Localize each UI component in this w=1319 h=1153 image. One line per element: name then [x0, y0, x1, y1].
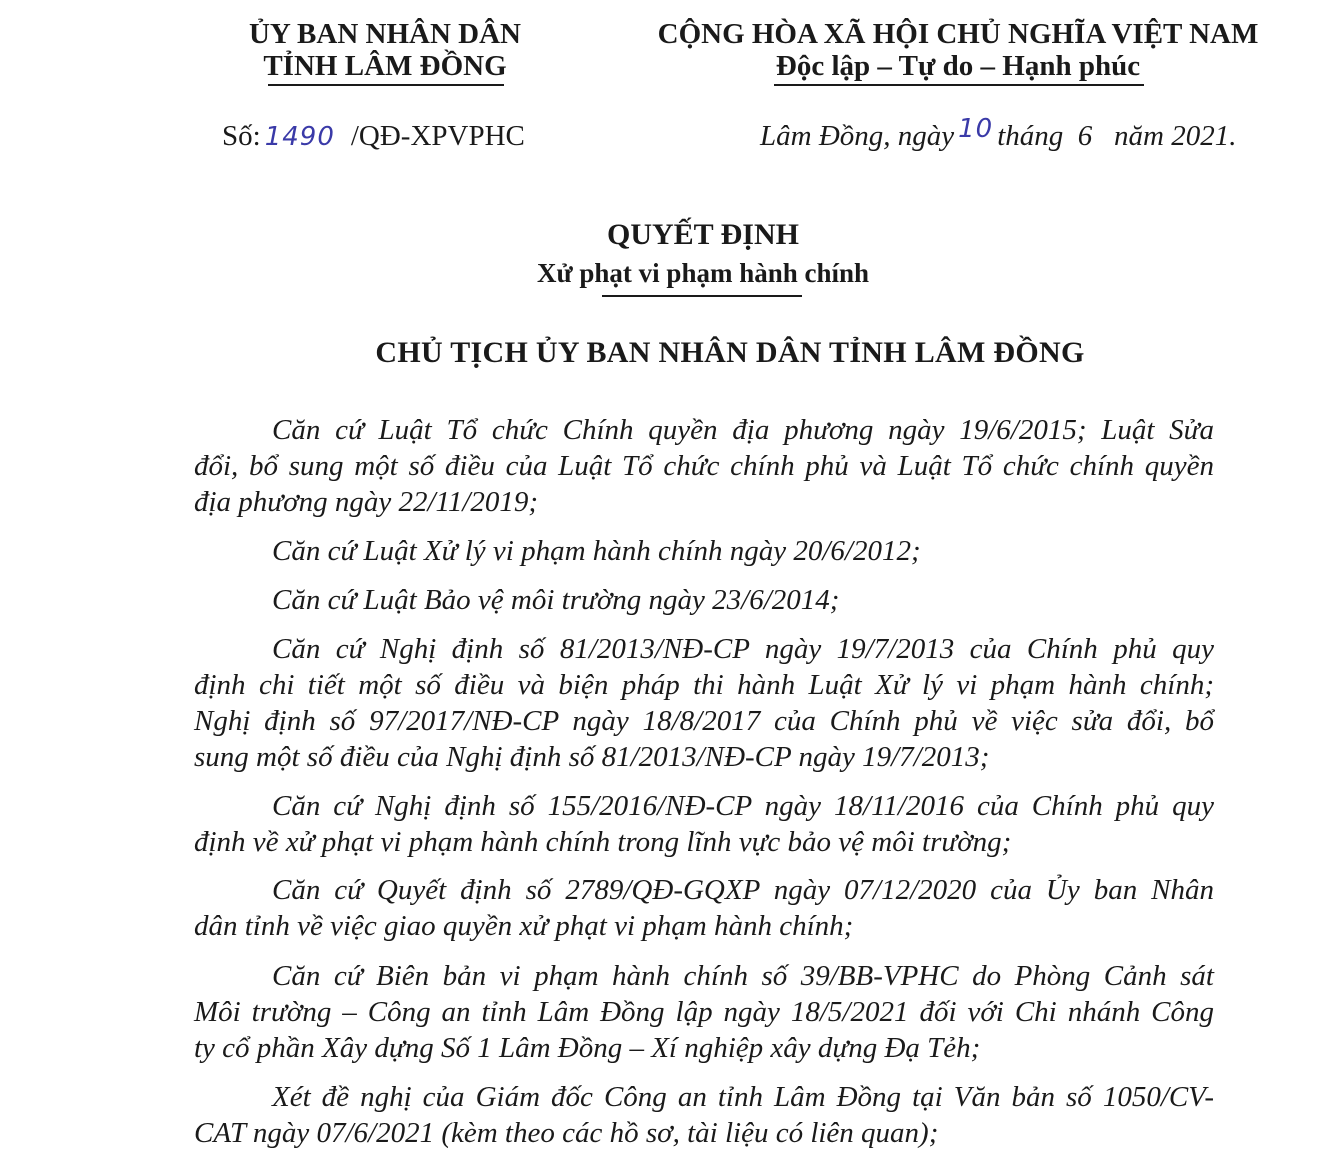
paragraph-line: Xét đề nghị của Giám đốc Công an tỉnh Lâm Đồng tại Văn bản số 1050/CV- [272, 1081, 1214, 1113]
paragraph-line: dân tỉnh về việc giao quyền xử phạt vi phạm hành chính; [194, 910, 854, 942]
number-prefix: Số: [222, 120, 261, 152]
paragraph-line: ty cổ phần Xây dựng Số 1 Lâm Đồng – Xí nghiệp xây dựng Đạ Tẻh; [194, 1032, 981, 1064]
legal-basis-paragraph-5 [194, 788, 1214, 860]
paragraph-line: sung một số điều của Nghị định số 81/2013/NĐ-CP ngày 19/7/2013; [194, 741, 990, 773]
agency-name [220, 18, 550, 82]
decision-title: QUYẾT ĐỊNH [607, 218, 799, 251]
national-motto: Độc lập – Tự do – Hạnh phúc [775, 50, 1141, 82]
paragraph-line: địa phương ngày 22/11/2019; [194, 486, 539, 518]
legal-basis-paragraph-1 [194, 412, 1214, 520]
paragraph-line: Căn cứ Biên bản vi phạm hành chính số 39/BB-VPHC do Phòng Cảnh sát [272, 960, 1214, 992]
document-number [222, 120, 525, 153]
paragraph-line: Căn cứ Luật Bảo vệ môi trường ngày 23/6/2014; [272, 584, 840, 616]
authority-heading: CHỦ TỊCH ỦY BAN NHÂN DÂN TỈNH LÂM ĐỒNG [375, 336, 1085, 369]
document-date [760, 114, 1237, 153]
date-prefix: Lâm Đồng, ngày [760, 120, 955, 152]
paragraph-line: Căn cứ Luật Xử lý vi phạm hành chính ngày 20/6/2012; [272, 535, 921, 567]
paragraph-line: đổi, bổ sung một số điều của Luật Tổ chức chính phủ và Luật Tổ chức chính quyền [194, 450, 1214, 482]
paragraph-line: Môi trường – Công an tỉnh Lâm Đồng lập ngày 18/5/2021 đối với Chi nhánh Công [194, 996, 1214, 1028]
agency-line-2: TỈNH LÂM ĐỒNG [263, 50, 507, 82]
handwritten-number: 1490 [264, 122, 335, 152]
legal-basis-paragraph-3 [194, 582, 1214, 618]
paragraph-line: Nghị định số 97/2017/NĐ-CP ngày 18/8/2017 của Chính phủ về việc sửa đổi, bổ [194, 705, 1214, 737]
legal-basis-paragraph-4 [194, 631, 1214, 775]
paragraph-line: Căn cứ Nghị định số 81/2013/NĐ-CP ngày 19/7/2013 của Chính phủ quy [272, 633, 1214, 665]
legal-basis-paragraph-2 [194, 533, 1214, 569]
paragraph-line: Căn cứ Nghị định số 155/2016/NĐ-CP ngày 18/11/2016 của Chính phủ quy [272, 790, 1214, 822]
agency-line-1: ỦY BAN NHÂN DÂN [248, 18, 521, 50]
paragraph-line: định về xử phạt vi phạm hành chính trong lĩnh vực bảo vệ môi trường; [194, 826, 1012, 858]
legal-basis-paragraph-6 [194, 872, 1214, 944]
national-header [648, 18, 1268, 82]
paragraph-line: CAT ngày 07/6/2021 (kèm theo các hồ sơ, tài liệu có liên quan); [194, 1117, 939, 1149]
subtitle-underline [602, 295, 802, 297]
motto-underline [774, 84, 1144, 86]
handwritten-day: 10 [958, 114, 994, 144]
date-suffix: tháng 6 năm 2021. [997, 120, 1237, 152]
paragraph-line: Căn cứ Quyết định số 2789/QĐ-GQXP ngày 07/12/2020 của Ủy ban Nhân [272, 874, 1214, 906]
agency-underline [268, 84, 504, 86]
paragraph-line: Căn cứ Luật Tổ chức Chính quyền địa phương ngày 19/6/2015; Luật Sửa [272, 414, 1214, 446]
legal-basis-paragraph-7 [194, 958, 1214, 1066]
number-suffix: /QĐ-XPVPHC [350, 120, 525, 152]
national-title: CỘNG HÒA XÃ HỘI CHỦ NGHĨA VIỆT NAM [657, 18, 1259, 50]
decision-subtitle: Xử phạt vi phạm hành chính [536, 258, 870, 288]
legal-basis-paragraph-8 [194, 1079, 1214, 1151]
paragraph-line: định chi tiết một số điều và biện pháp thi hành Luật Xử lý vi phạm hành chính; [194, 669, 1214, 701]
